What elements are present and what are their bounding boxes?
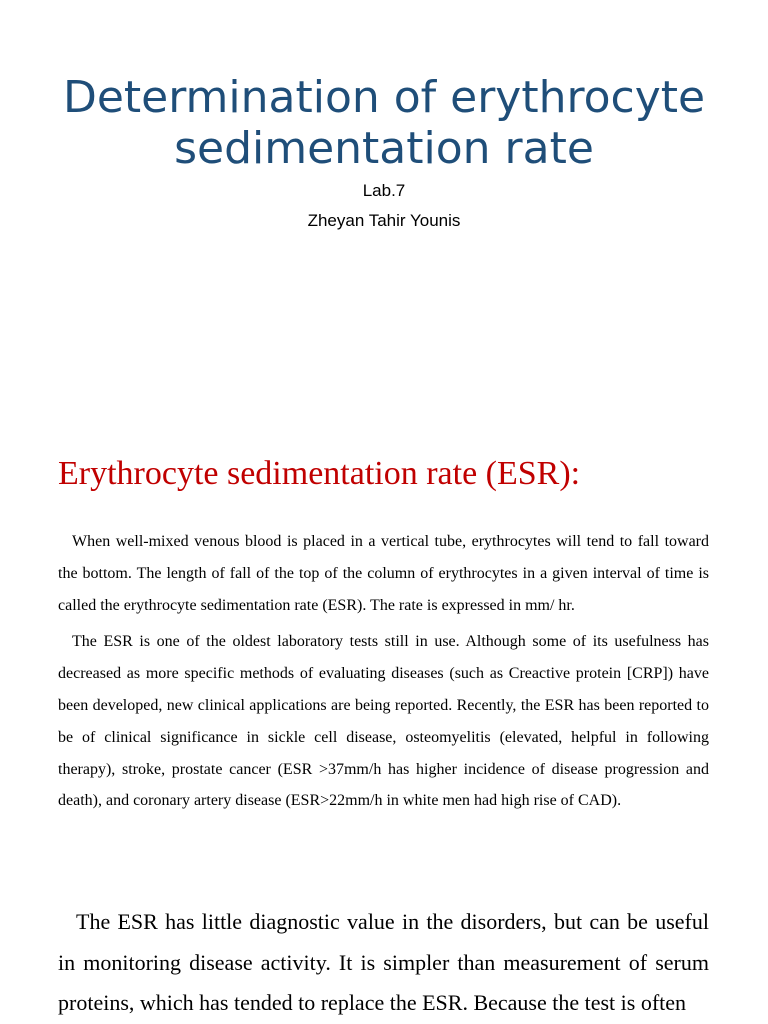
paragraph-large: The ESR has little diagnostic value in the disorders, but can be useful in monitoring disease activity. It is simpler than measurement of serum proteins, which has tended to replace the ESR. Because the test is often [58, 909, 709, 1015]
section-heading: Erythrocyte sedimentation rate (ESR): [58, 455, 581, 492]
author-name: Zheyan Tahir Younis [307, 211, 461, 230]
large-text-block [58, 902, 709, 1024]
page-title: Determination of erythrocyte sedimentation rate [62, 72, 706, 174]
paragraph: When well-mixed venous blood is placed in a vertical tube, erythrocytes will tend to fall toward the bottom. The length of fall of the top of the column of erythrocytes in a given interval of time is called the erythrocyte sedimentation rate (ESR). The rate is expressed in mm/ hr. [58, 533, 709, 614]
paragraph: The ESR is one of the oldest laboratory tests still in use. Although some of its usefulness has decreased as more specific methods of evaluating diseases (such as Creactive protein [CRP]) have been developed, new clinical applications are being reported. Recently, the ESR has been reported to be of clinical significance in sickle cell disease, osteomyelitis (elevated, helpful in following therapy), stroke, prostate cancer (ESR >37mm/h has higher incidence of disease progression and death), and coronary artery disease (ESR>22mm/h in white men had high rise of CAD). [58, 633, 709, 810]
title-block [0, 72, 768, 236]
lab-number: Lab.7 [362, 181, 406, 200]
section-body [58, 526, 709, 822]
